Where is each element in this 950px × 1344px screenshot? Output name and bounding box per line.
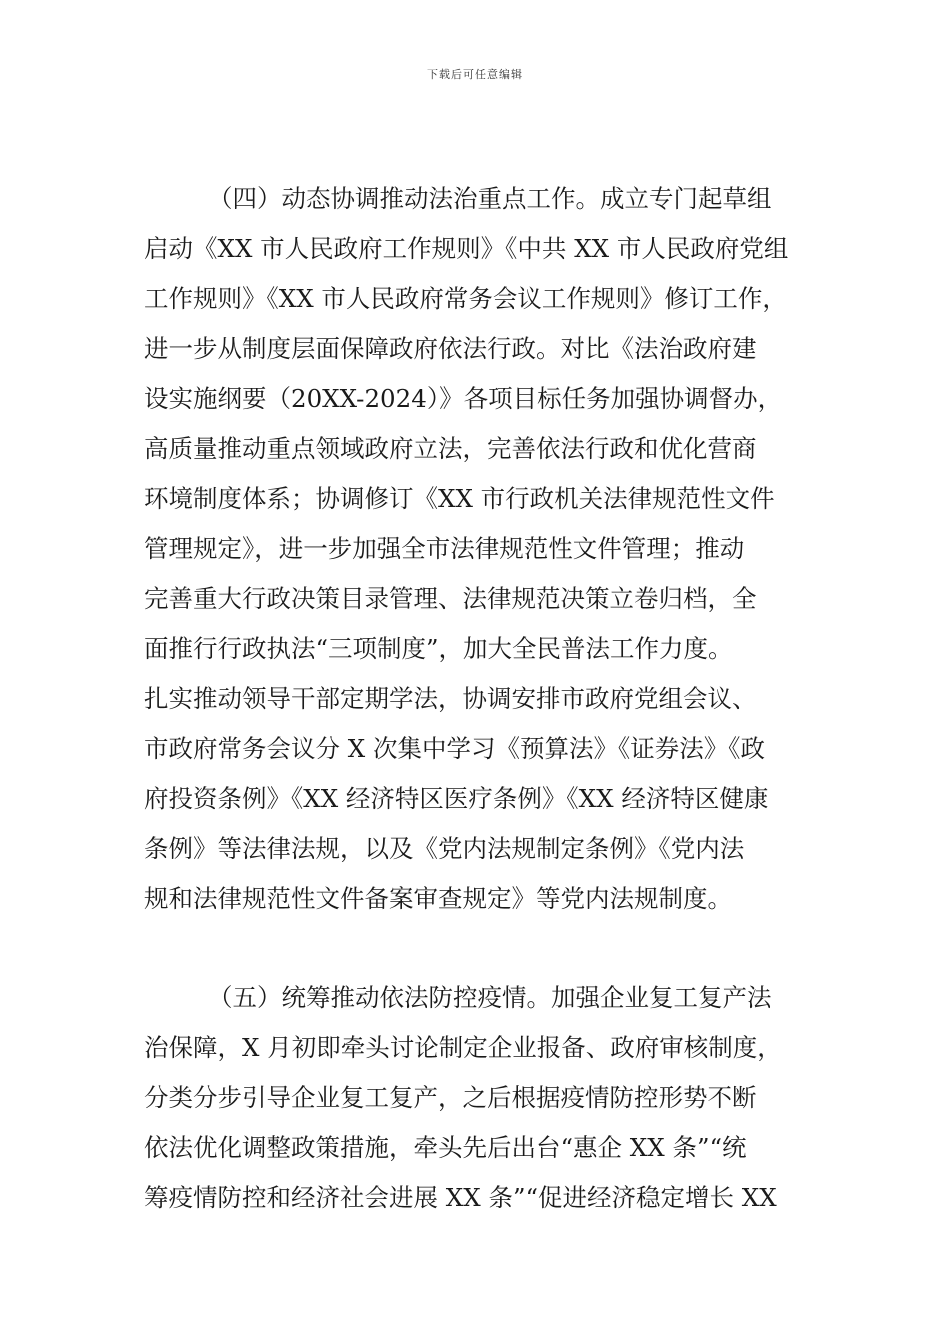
paragraph-2-line-2: 治保障，X 月初即牵头讨论制定企业报备、政府审核制度， [144,1033,782,1062]
paragraph-1-line-3: 工作规则》《XX 市人民政府常务会议工作规则》修订工作， [144,284,787,313]
paragraph-2-line-5: 筹疫情防控和经济社会进展 XX 条”“促进经济稳定增长 XX [144,1183,777,1212]
paragraph-1-line-2: 启动《XX 市人民政府工作规则》《中共 XX 市人民政府党组 [144,234,789,263]
paragraph-1-line-1: （四）动态协调推动法治重点工作。成立专门起草组 [208,184,772,213]
paragraph-1-line-4: 进一步从制度层面保障政府依法行政。对比《法治政府建 [144,334,757,363]
paragraph-2-line-3: 分类分步引导企业复工复产，之后根据疫情防控形势不断 [144,1083,757,1112]
paragraph-1-line-11: 扎实推动领导干部定期学法，协调安排市政府党组会议、 [144,684,757,713]
paragraph-1-line-14: 条例》等法律法规，以及《党内法规制定条例》《党内法 [144,834,745,863]
paragraph-1-line-13: 府投资条例》《XX 经济特区医疗条例》《XX 经济特区健康 [144,784,769,813]
paragraph-1-line-10: 面推行行政执法“三项制度”，加大全民普法工作力度。 [144,634,733,663]
paragraph-1-line-5: 设实施纲要（20XX-2024）》各项目标任务加强协调督办， [144,384,783,413]
paragraph-1-line-15: 规和法律规范性文件备案审查规定》等党内法规制度。 [144,884,732,913]
paragraph-1-line-12: 市政府常务会议分 X 次集中学习《预算法》《证券法》《政 [144,734,766,763]
page-header-note: 下载后可任意编辑 [427,68,523,81]
paragraph-2-line-4: 依法优化调整政策措施，牵头先后出台“惠企 XX 条”“统 [144,1133,747,1162]
paragraph-1-line-7: 环境制度体系；协调修订《XX 市行政机关法律规范性文件 [144,484,775,513]
paragraph-1-line-8: 管理规定》，进一步加强全市法律规范性文件管理；推动 [144,534,745,563]
paragraph-2-line-1: （五）统筹推动依法防控疫情。加强企业复工复产法 [208,983,772,1012]
paragraph-1-line-6: 高质量推动重点领域政府立法，完善依法行政和优化营商 [144,434,757,463]
paragraph-1-line-9: 完善重大行政决策目录管理、法律规范决策立卷归档，全 [144,584,757,613]
